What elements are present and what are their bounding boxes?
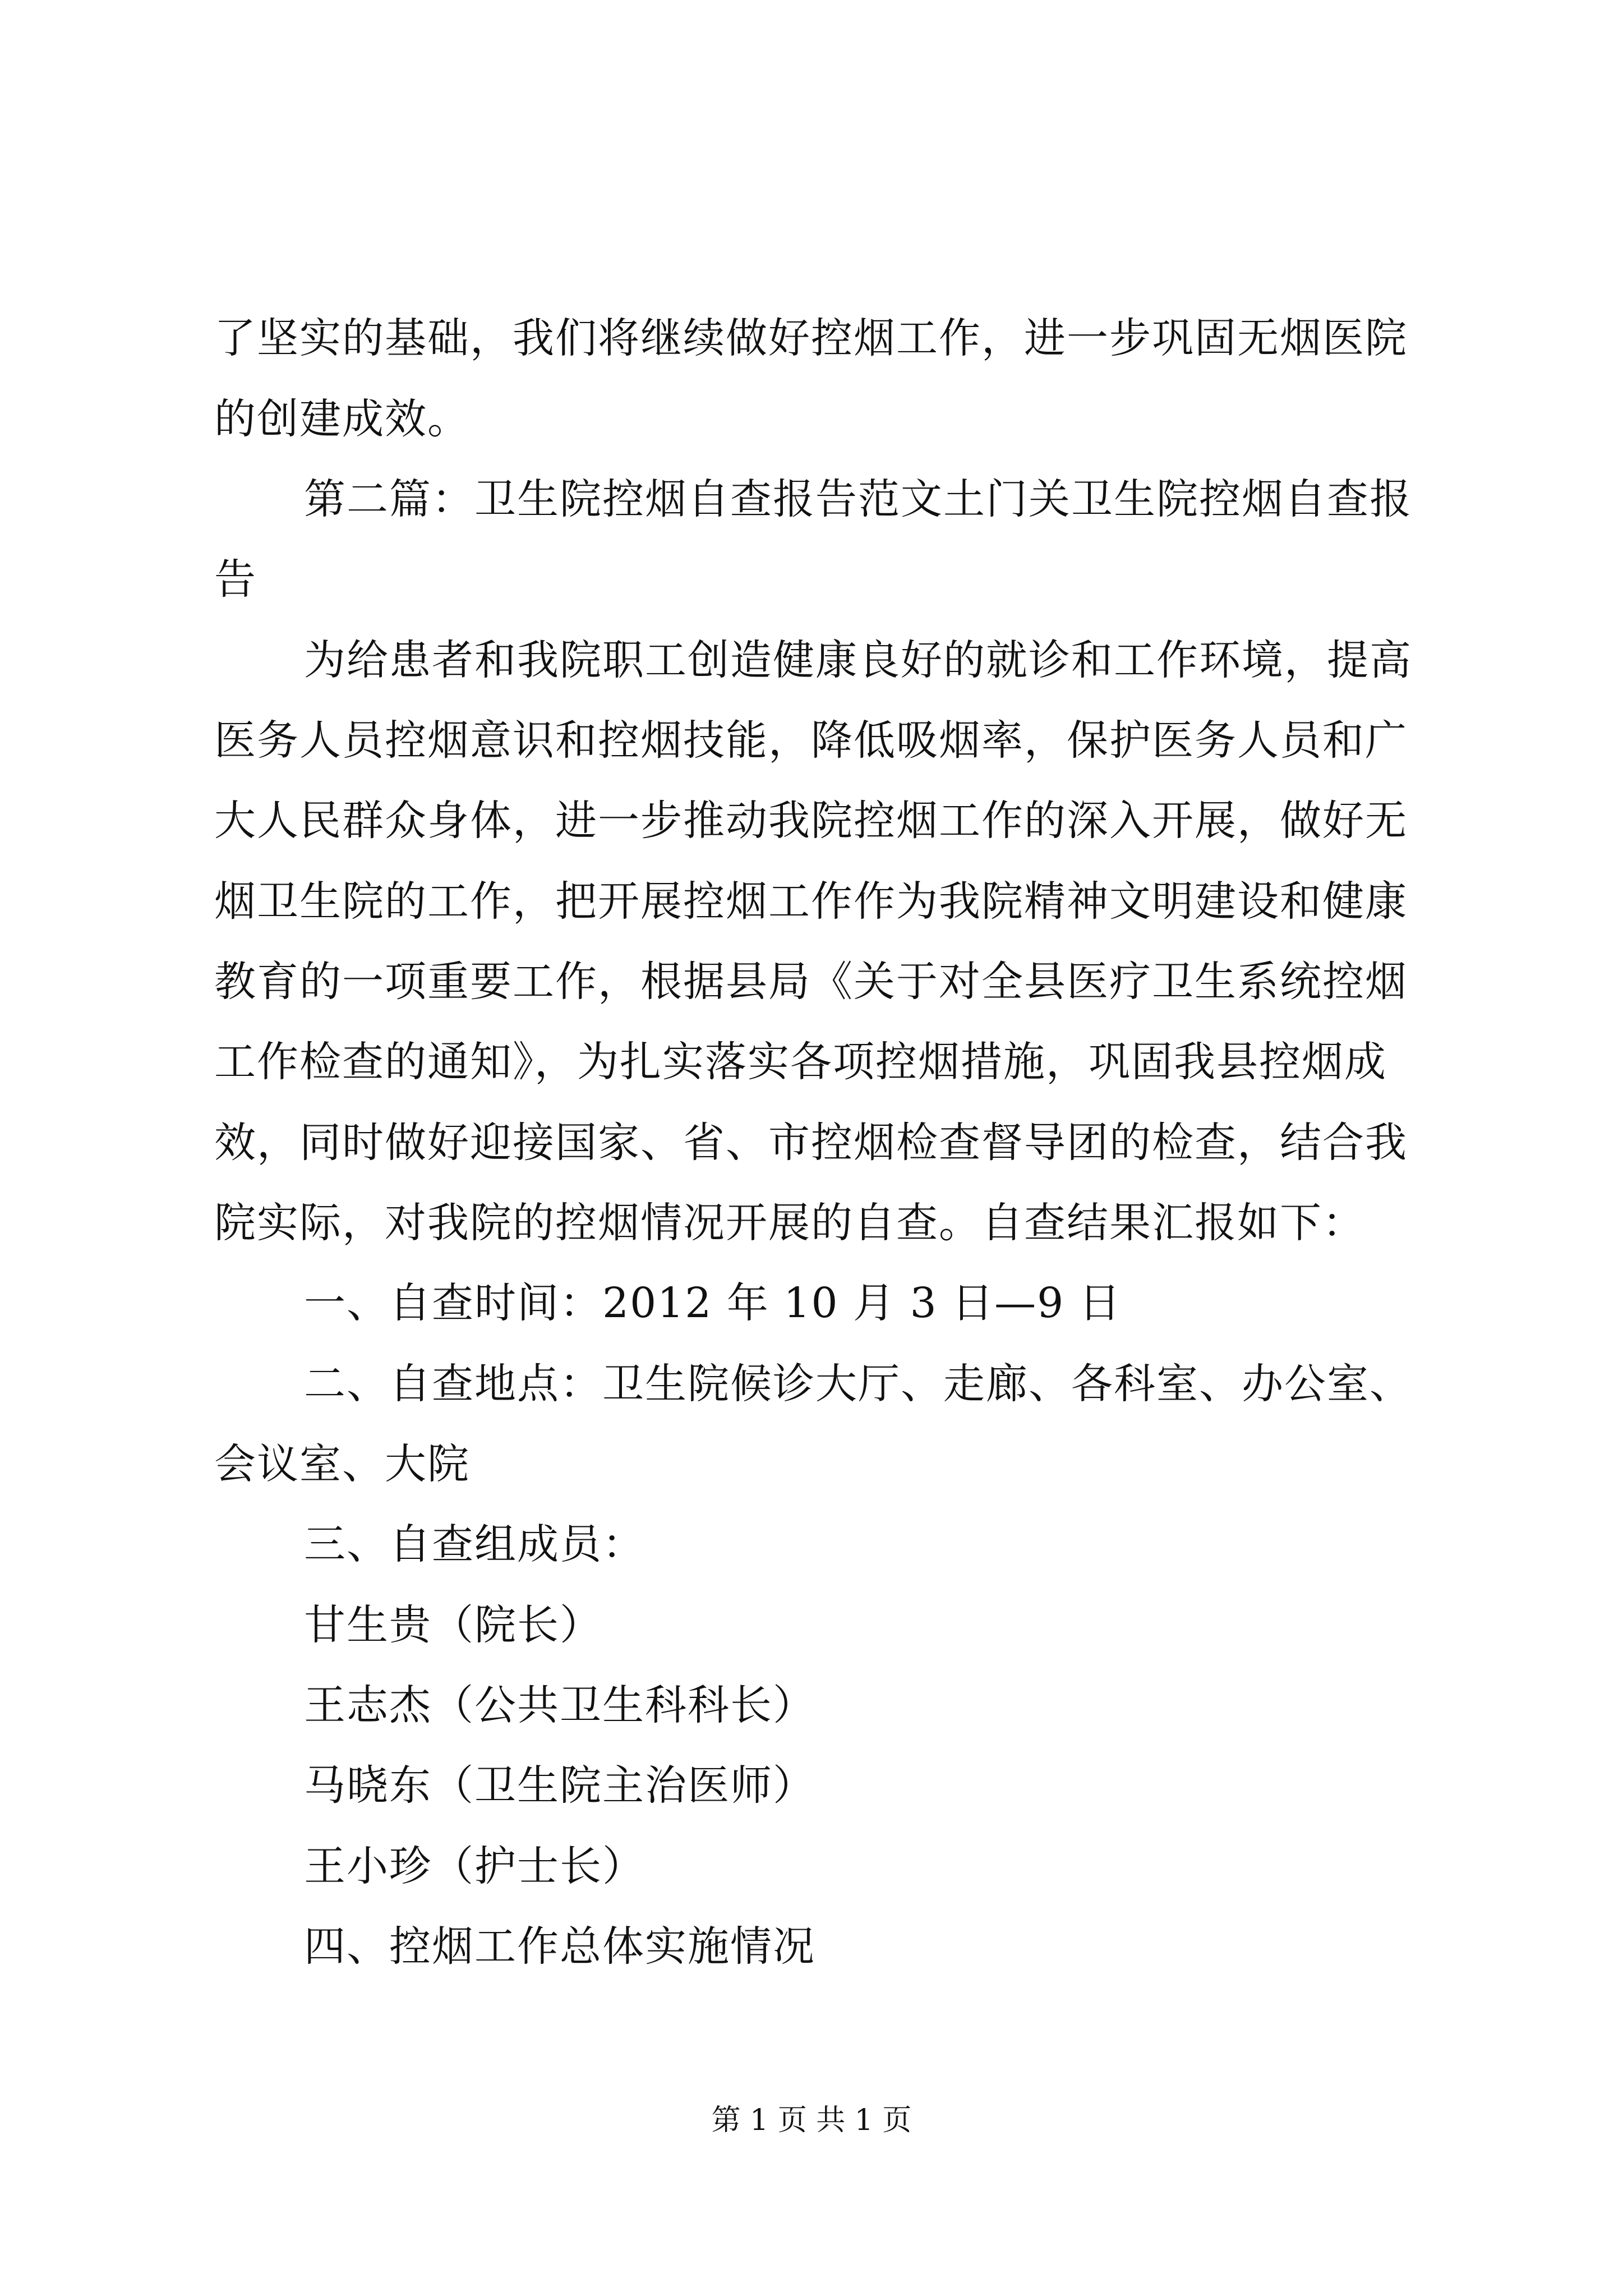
text-line: 烟卫生院的工作，把开展控烟工作作为我院精神文明建设和健康 (214, 877, 1408, 926)
list-item: 三、自查组成员： (304, 1520, 645, 1568)
page-footer: 第 1 页 共 1 页 (711, 2104, 912, 2137)
text-line: 了坚实的基础，我们将继续做好控烟工作，进一步巩固无烟医院 (214, 314, 1408, 362)
member-item: 王小珍（护士长） (304, 1842, 645, 1890)
text-line: 的创建成效。 (214, 395, 470, 443)
member-item: 马晓东（卫生院主治医师） (304, 1761, 815, 1810)
text-line: 医务人员控烟意识和控烟技能，降低吸烟率，保护医务人员和广 (214, 716, 1408, 765)
text-line: 工作检查的通知》，为扎实落实各项控烟措施，巩固我县控烟成 (214, 1038, 1387, 1086)
list-item-continuation: 会议室、大院 (214, 1440, 470, 1488)
text-line: 大人民群众身体，进一步推动我院控烟工作的深入开展，做好无 (214, 797, 1408, 845)
list-item: 一、自查时间：2012 年 10 月 3 日—9 日 (304, 1279, 1122, 1327)
text-line: 教育的一项重要工作，根据县局《关于对全县医疗卫生系统控烟 (214, 958, 1408, 1006)
list-item: 二、自查地点：卫生院候诊大厅、走廊、各科室、办公室、 (304, 1360, 1412, 1408)
list-item: 四、控烟工作总体实施情况 (304, 1922, 815, 1971)
section-heading: 第二篇：卫生院控烟自查报告范文土门关卫生院控烟自查报 (304, 475, 1412, 523)
member-item: 甘生贵（院长） (304, 1601, 602, 1649)
text-line: 院实际，对我院的控烟情况开展的自查。自查结果汇报如下： (214, 1199, 1365, 1247)
text-line: 为给患者和我院职工创造健康良好的就诊和工作环境，提高 (304, 636, 1412, 684)
text-line: 告 (214, 555, 257, 604)
member-item: 王志杰（公共卫生科科长） (304, 1681, 815, 1729)
text-line: 效，同时做好迎接国家、省、市控烟检查督导团的检查，结合我 (214, 1119, 1408, 1167)
